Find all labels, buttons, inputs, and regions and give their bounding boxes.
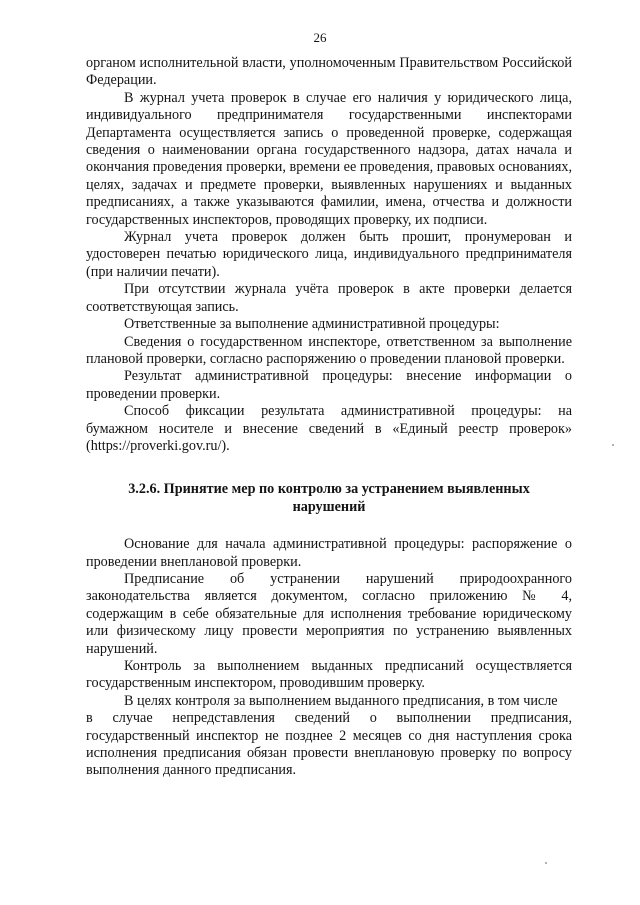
- paragraph: органом исполнительной власти, уполномоченным Правительством Российской Федерации.: [86, 55, 572, 89]
- paragraph: В целях контроля за выполнением выданного предписания, в том числе: [124, 692, 558, 709]
- paragraph: Способ фиксации результата административной процедуры: на бумажном носителе и внесение сведений в «Единый реестр проверок» (https://proverki.gov.ru/).: [86, 403, 572, 454]
- paragraph: Предписание об устранении нарушений природоохранного законодательства является документом, согласно приложению № 4, содержащим в себе обязательные для исполнения требование юридическому или физическому лицу провести мероприятия по устранению выявленных нарушений.: [86, 570, 572, 657]
- paragraph: При отсутствии журнала учёта проверок в акте проверки делается соответствующая запись.: [86, 281, 572, 315]
- paragraph: В журнал учета проверок в случае его наличия у юридического лица, индивидуального предпринимателя государственными инспекторами Департамента осуществляется запись о проведенной проверке, содержащая сведения о наименовании органа государственного надзора, датах начала и окончания проведения проверки, времени ее проведения, правовых основаниях, целях, задачах и предмете проверки, выявленных нарушениях и выданных предписаниях, а также указываются фамилии, имена, отчества и должности государственных инспекторов, проводящих проверку, их подписи.: [86, 89, 572, 228]
- section-heading: 3.2.6. Принятие мер по контролю за устранением выявленных нарушений: [128, 481, 530, 515]
- scan-speck: [612, 444, 614, 446]
- paragraph: Ответственные за выполнение административной процедуры:: [124, 316, 500, 333]
- scan-speck: [545, 862, 547, 864]
- paragraph: в случае непредставления сведений о выполнении предписания, государственный инспектор не позднее 2 месяцев со дня наступления срока исполнения предписания обязан провести внеплановую проверку по вопросу выполнения данного предписания.: [86, 710, 572, 779]
- paragraph: Журнал учета проверок должен быть прошит, пронумерован и удостоверен печатью юридического лица, индивидуального предпринимателя (при наличии печати).: [86, 229, 572, 280]
- document-body: [86, 55, 572, 780]
- paragraph: Сведения о государственном инспекторе, ответственном за выполнение плановой проверки, согласно распоряжению о проведении плановой проверки.: [86, 333, 572, 367]
- paragraph: Основание для начала административной процедуры: распоряжение о проведении внеплановой проверки.: [86, 536, 572, 570]
- paragraph: Контроль за выполнением выданных предписаний осуществляется государственным инспектором, проводившим проверку.: [86, 658, 572, 692]
- paragraph: Результат административной процедуры: внесение информации о проведении проверки.: [86, 368, 572, 402]
- page-number: 26: [313, 30, 327, 45]
